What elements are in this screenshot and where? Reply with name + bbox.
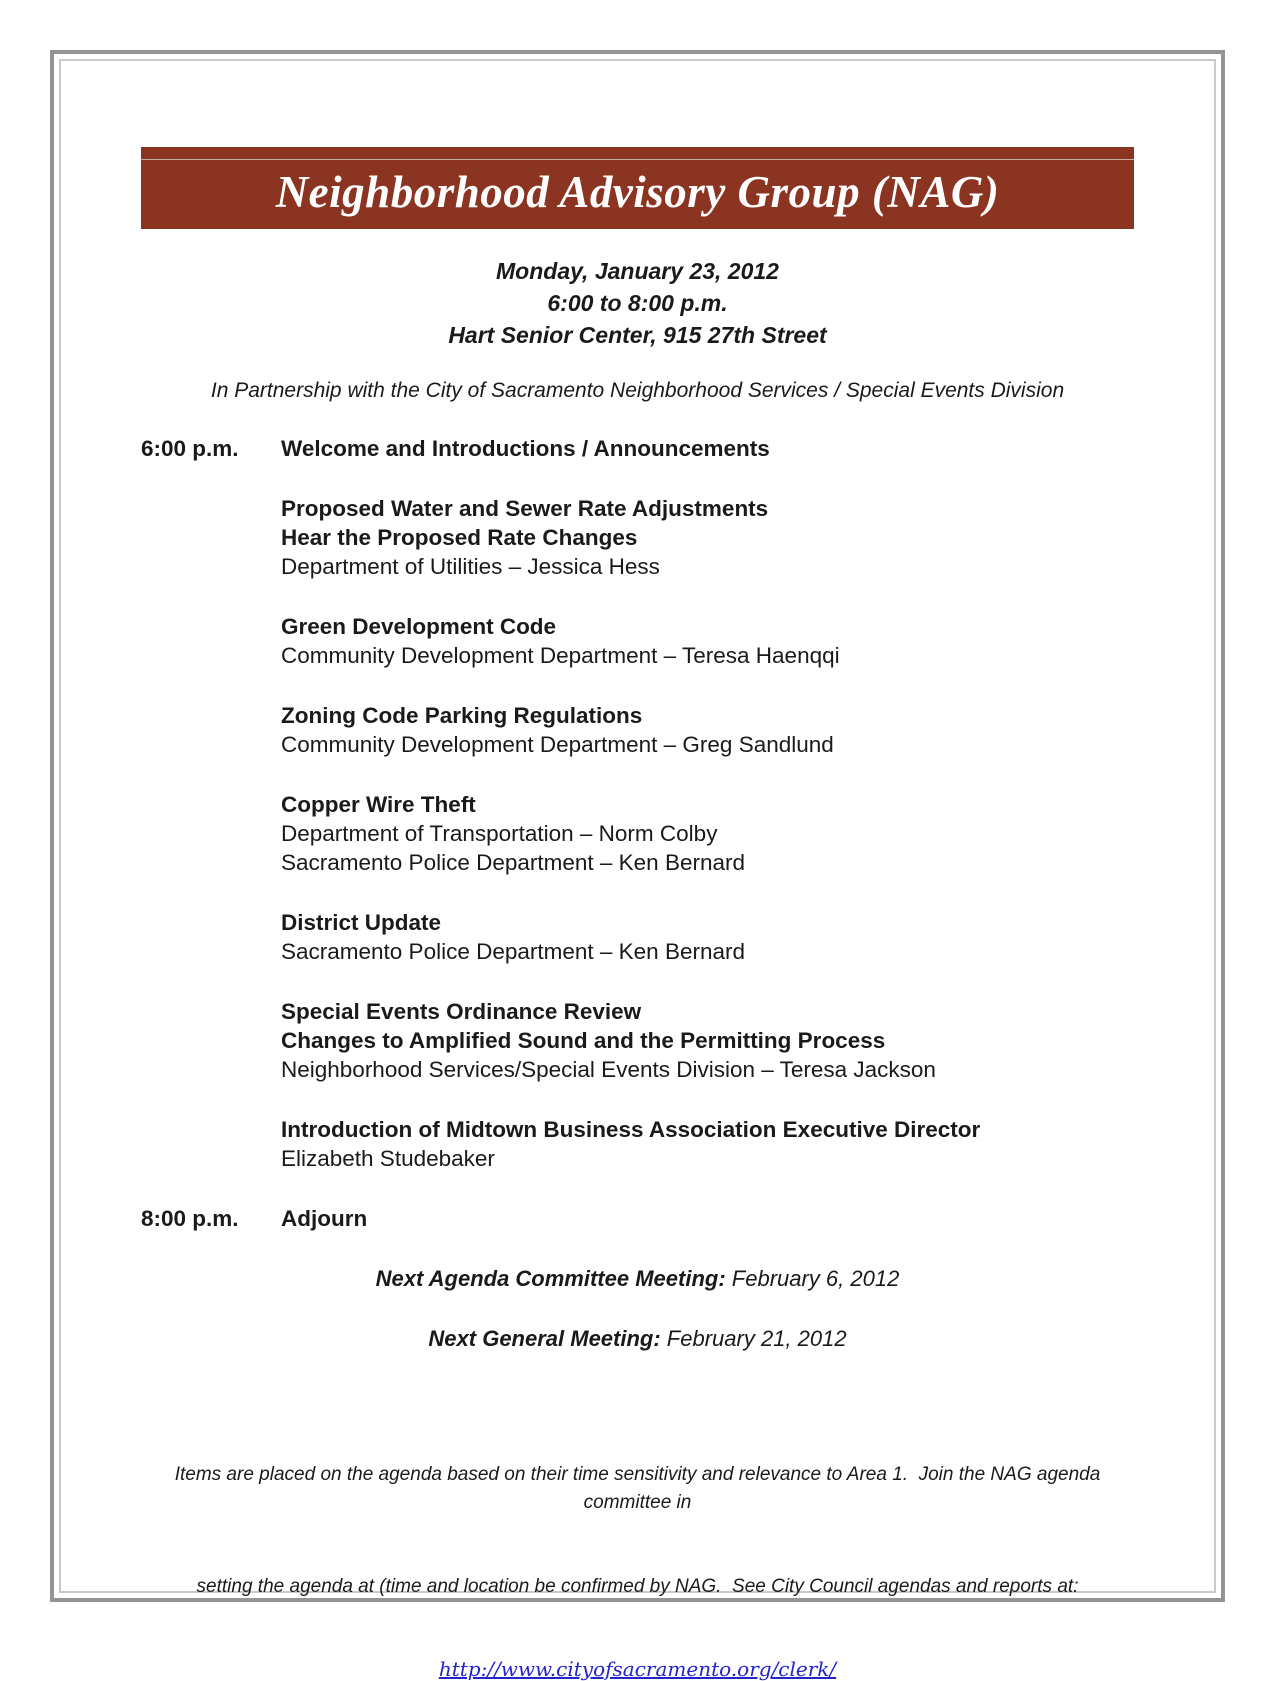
agenda-item-title: Green Development Code: [281, 614, 557, 639]
footer-note-line-2: setting the agenda at (time and location be confirmed by NAG. See City Council agendas and reports at:: [196, 1576, 1079, 1597]
page-border-outer: [50, 50, 1225, 1681]
agenda-item-presenter: Elizabeth Studebaker: [281, 1146, 495, 1171]
agenda-item: [281, 1115, 1134, 1173]
next-agenda-committee-meeting-date: February 6, 2012: [725, 1266, 900, 1291]
partnership-note: In Partnership with the City of Sacramento Neighborhood Services / Special Events Division: [210, 379, 1065, 402]
clerk-website-link[interactable]: http://www.cityofsacramento.org/clerk/: [438, 1657, 837, 1681]
agenda-item-title: Proposed Water and Sewer Rate Adjustments: [281, 496, 769, 521]
agenda-item-title: District Update: [281, 910, 442, 935]
page-title: Neighborhood Advisory Group (NAG): [275, 167, 1000, 217]
agenda-item-presenter: Sacramento Police Department – Ken Bernard: [281, 850, 745, 875]
agenda-end-time: 8:00 p.m.: [141, 1206, 239, 1231]
document-page: [59, 59, 1216, 1681]
event-info: [141, 255, 1134, 351]
agenda-end-title: Adjourn: [281, 1206, 368, 1231]
next-agenda-committee-meeting-label: Next Agenda Committee Meeting:: [375, 1266, 726, 1291]
agenda-start-title: Welcome and Introductions / Announcements: [281, 436, 770, 461]
event-date: Monday, January 23, 2012: [496, 258, 779, 284]
agenda-item-title: Copper Wire Theft: [281, 792, 476, 817]
agenda-item-presenter: Sacramento Police Department – Ken Bernard: [281, 939, 745, 964]
agenda-start-row: [141, 434, 1134, 463]
footer-note-line-1: Items are placed on the agenda based on their time sensitivity and relevance to Area 1. Join the NAG agenda committee in: [174, 1464, 1106, 1513]
next-agenda-committee-meeting: [141, 1264, 1134, 1293]
agenda-item: [281, 612, 1134, 670]
agenda-item-presenter: Community Development Department – Teresa Haenqqi: [281, 643, 840, 668]
agenda-item: [281, 790, 1134, 877]
agenda-item-presenter: Department of Utilities – Jessica Hess: [281, 554, 660, 579]
banner-divider-line: [141, 159, 1134, 160]
agenda-start-time: 6:00 p.m.: [141, 436, 239, 461]
next-general-meeting-date: February 21, 2012: [660, 1326, 847, 1351]
agenda-item-presenter: Neighborhood Services/Special Events Division – Teresa Jackson: [281, 1057, 936, 1082]
event-time: 6:00 to 8:00 p.m.: [547, 290, 728, 316]
agenda-item-title: Zoning Code Parking Regulations: [281, 703, 643, 728]
next-general-meeting-label: Next General Meeting:: [428, 1326, 661, 1351]
agenda-item-title: Special Events Ordinance Review: [281, 999, 642, 1024]
footer-link-row: [141, 1657, 1134, 1681]
title-banner: [141, 147, 1134, 229]
agenda-item: [281, 997, 1134, 1084]
agenda-item-presenter: Department of Transportation – Norm Colby: [281, 821, 718, 846]
agenda-item-presenter: Community Development Department – Greg Sandlund: [281, 732, 834, 757]
agenda-item-subtitle: Hear the Proposed Rate Changes: [281, 525, 638, 550]
event-location: Hart Senior Center, 915 27th Street: [448, 322, 827, 348]
agenda-item-title: Introduction of Midtown Business Association Executive Director: [281, 1117, 981, 1142]
agenda-item: [281, 494, 1134, 581]
agenda-end-row: [141, 1204, 1134, 1233]
next-general-meeting: [141, 1324, 1134, 1353]
agenda-item: [281, 908, 1134, 966]
agenda-item-subtitle: Changes to Amplified Sound and the Permitting Process: [281, 1028, 886, 1053]
agenda-item: [281, 701, 1134, 759]
footer-note: [141, 1405, 1134, 1657]
